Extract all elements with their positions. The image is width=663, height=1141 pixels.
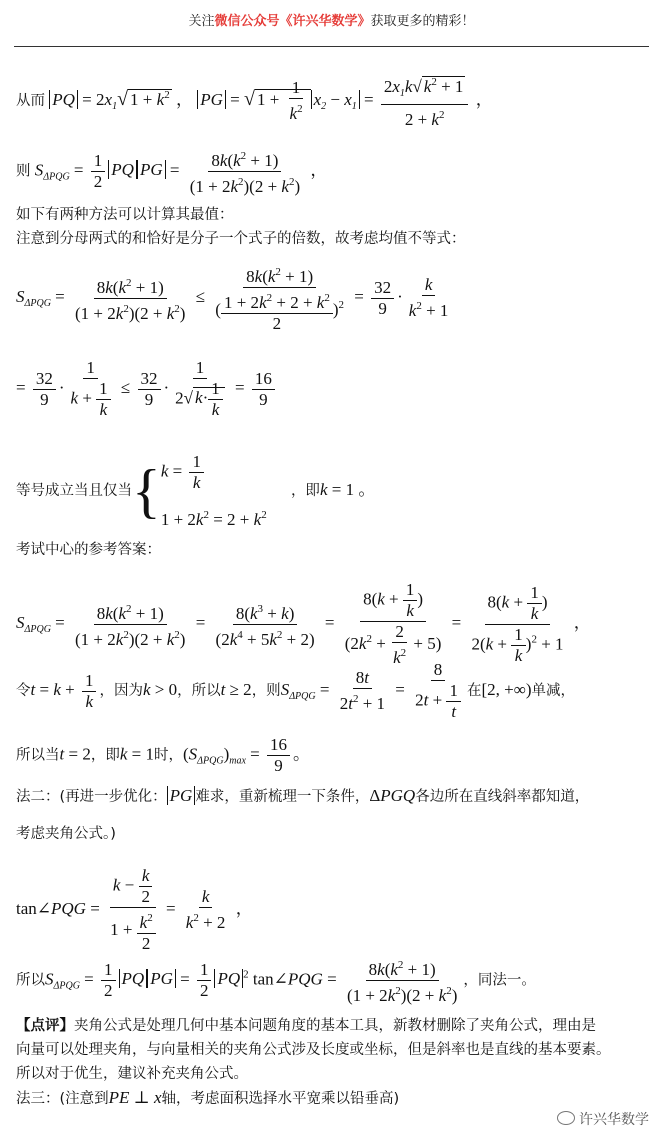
wechat-icon (557, 1111, 575, 1125)
equation-reference: $S_{\Delta PQG}$ = $\frac{8k(k^2 + 1)}{(1 + 2k^2)(2 + k^2)}$ = $\frac{8(k^3 + k)}{(2k^4 + 5k^2 + 2)}$ = 8(k + $\frac{1}{k}$ ) ($2k^2$ + $\frac{2}{k^2}$ + 5) = 8(k + $\frac{1}{k}$ ) 2(k + $\frac{1}{k}$ )$^2$ + 1 ， (16, 580, 591, 667)
equation-bound: = $\frac{32}{9}$ · 1 k + $\frac{1}{k}$ ≤ $\frac{32}{9}$ · 1 2√ k· $\frac{1}{k}$ = $\frac{16}{9}$ (16, 358, 278, 420)
watermark (557, 1109, 649, 1129)
text-method-two: 法二：(再进一步优化： PG 难求，重新梳理一下条件，ΔPGQ各边所在直线斜率都知道， (16, 786, 590, 805)
header-highlight[interactable]: 微信公众号《许兴华数学》 (214, 14, 371, 29)
equation-max: 所以当t = 2，即k = 1时，$(S_{\Delta PQG})_{max}$ = $\frac{16}{9}$ 。 (16, 735, 310, 775)
equation-equality-cond: 等号成立当且仅当{ k = $\frac{1}{k}$ $1 + 2k^2 = 2 + k^2$ ，即k = 1 。 (16, 452, 376, 529)
text-two-methods: 如下有两种方法可以计算其最值： (16, 207, 234, 223)
equation-substitution: 令t = k + $\frac{1}{k}$ ，因为k > 0，所以t ≥ 2，则$S_{\Delta PQG}$ = $\frac{8t}{2t^2 + 1}$ = 8 2t + $\frac{1}{t}$ 在[2, +∞)单减， (16, 660, 575, 721)
page-header (0, 10, 663, 29)
equation-area-tan: 所以$S_{\Delta PQG}$ = $\frac{1}{2}$ PQ PG = $\frac{1}{2}$ PQ $^2$ tan∠PQG = $\frac{8k(k^2 + 1)}{(1 + 2k^2)(2 + k^2)}$ ，同法一。 (16, 955, 536, 1006)
text-angle-formula: 考虑夹角公式。) (16, 826, 116, 842)
equation-tan: tan∠PQG = k − $\frac{k}{2}$ 1 + $\frac{k^2}{2}$ = $\frac{k}{k^2 + 2}$ ， (16, 866, 253, 953)
watermark-label: 许兴华数学 (579, 1112, 649, 1128)
text-method-three: 法三：(注意到PE ⊥ x轴，考虑面积选择水平宽乘以铅垂高) (16, 1088, 400, 1107)
comment-line-1: 【点评】夹角公式是处理几何中基本问题角度的基本工具，新教材删除了夹角公式，理由是 (16, 1018, 596, 1034)
comment-line-2: 向量可以处理夹角，与向量相关的夹角公式涉及长度或坐标，但是斜率也是直线的基本要素。 (16, 1042, 611, 1058)
equation-inequality: $S_{\Delta PQG}$ = $\frac{8k(k^2 + 1)}{(1 + 2k^2)(2 + k^2)}$ ≤ $8k(k^2 + 1)$ ( $\frac{1 + 2k^2 + 2 + k^2}{2}$ )$^2$ = $\frac{32}{9}$ · $\frac{k}{k^2 + 1}$ (16, 262, 454, 334)
header-suffix: 获取更多的精彩！ (370, 14, 475, 29)
text-reference-answer: 考试中心的参考答案： (16, 542, 161, 558)
text-am-gm-note: 注意到分母两式的和恰好是分子一个式子的倍数，故考虑均值不等式： (16, 231, 466, 247)
header-prefix: 关注 (188, 14, 215, 29)
equation-area: 则 $S_{\Delta PQG}$ = $\frac{1}{2}$ PQ PG = $\frac{8k(k^2 + 1)}{(1 + 2k^2)(2 + k^2)}$ ， (16, 146, 327, 197)
header-divider (14, 46, 649, 47)
comment-line-3: 所以对于优生，建议补充夹角公式。 (16, 1066, 248, 1082)
equation-pq-pg: 从而 PQ = $2x_1√$ $1 + k^2$ ， PG = √ 1 + $\frac{1}{k^2}$ $x_2 - x_1$ = $\frac{2x_1k√ k^2 + 1}{2 + k^2}$ ， (16, 72, 493, 130)
